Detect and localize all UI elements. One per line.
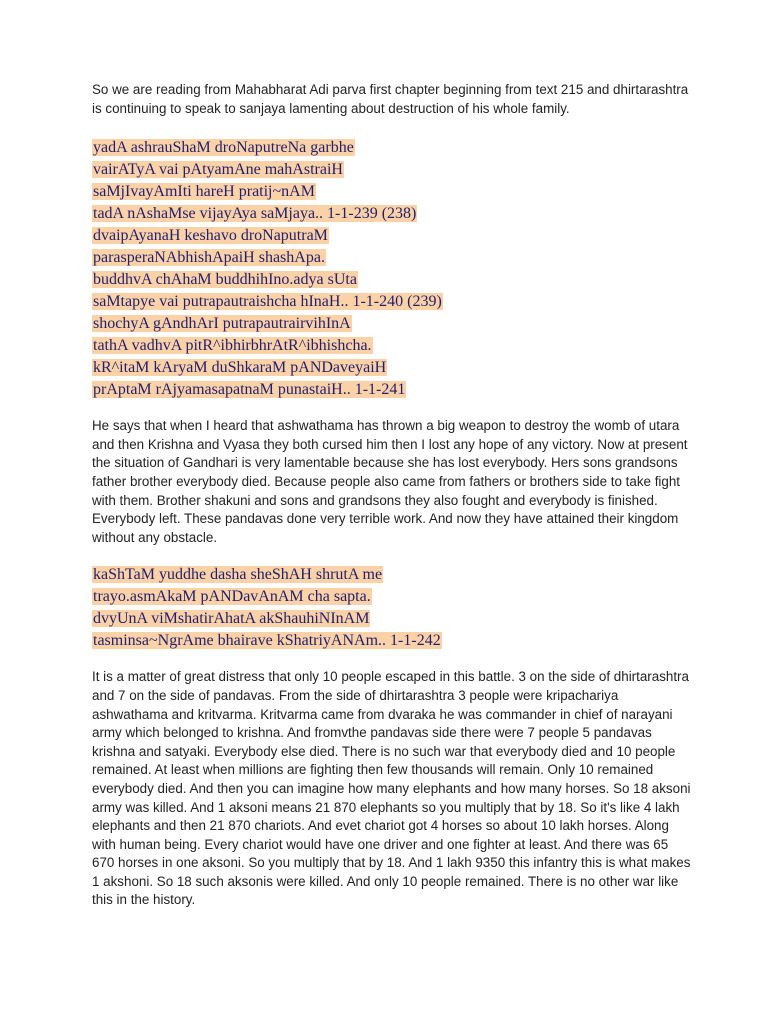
commentary-paragraph-1: He says that when I heard that ashwathama has thrown a big weapon to destroy the womb of utara and then Krishna and Vyasa they both cursed him then I lost any hope of any victory. Now at present the situation of Gandhari is very lamentable because she has lost everybody. Hers sons grandsons father brother everybody died. Because people also came from fathers or brothers side to take fight with them. Brother shakuni and sons and grandsons they also fought and everybody is finished. Everybody left. These pandavas done very terrible work. And now they have attained their kingdom without any obstacle. [92,418,688,545]
verse-line: shochyA gAndhArI putrapautrairvihInA [93,315,351,333]
verse-line: buddhvA chAhaM buddhihIno.adya sUta [93,271,357,289]
verse-line: tathA vadhvA pitR^ibhirbhrAtR^ibhishcha. [93,337,372,355]
verse-line: parasperaNAbhishApaiH shashApa. [93,249,325,267]
intro-paragraph: So we are reading from Mahabharat Adi parva first chapter beginning from text 215 and dhirtarashtra is continuing to speak to sanjaya lamenting about destruction of his whole family. [92,82,689,116]
commentary-paragraph-2: It is a matter of great distress that only 10 people escaped in this battle. 3 on the side of dhirtarashtra and 7 on the side of pandavas. From the side of dhirtarashtra 3 people were kripachariya ashwathama and kritvarma. Kritvarma came from dvaraka he was commander in chief of narayani army which belonged to krishna. And fromvthe pandavas side there were 7 people 5 pandavas krishna and satyaki. Everybody else died. There is no such war that everybody died and 10 people remained. At least when millions are fighting then few thousands will remain. Only 10 remained everybody died. And then you can imagine how many elephants and how many horses. So 18 aksoni army was killed. And 1 aksoni means 21 870 elephants so you multiply that by 18. So it's like 4 lakh elephants and then 21 870 chariots. And evet chariot got 4 horses so about 10 lakh horses. Along with human being. Every chariot would have one driver and one fighter at least. And there was 65 670 horses in one aksoni. So you multiply that by 18. And 1 lakh 9350 this infantry this is what makes 1 akshoni. So 18 such aksonis were killed. And only 10 people remained. There is no other war like this in the history. [92,669,691,908]
verse-block-1 [92,137,692,401]
verse-line: vairATyA vai pAtyamAne mahAstraiH [93,161,343,179]
verse-line: dvaipAyanaH keshavo droNaputraM [93,227,328,245]
verse-line: tasminsa~NgrAme bhairave kShatriyANAm.. 1-1-242 [93,632,441,650]
verse-line: trayo.asmAkaM pANDavAnAM cha sapta. [93,588,371,606]
document-body [92,81,692,910]
verse-line: prAptaM rAjyamasapatnaM punastaiH.. 1-1-241 [93,381,406,399]
verse-line: kR^itaM kAryaM duShkaraM pANDaveyaiH [93,359,387,377]
verse-line: kaShTaM yuddhe dasha sheShAH shrutA me [93,566,383,584]
verse-line: yadA ashrauShaM droNaputreNa garbhe [93,139,354,157]
verse-line: saMtapye vai putrapautraishcha hInaH.. 1-1-240 (239) [93,293,442,311]
verse-line: tadA nAshaMse vijayAya saMjaya.. 1-1-239 (238) [93,205,417,223]
verse-block-2 [92,564,692,652]
verse-line: saMjIvayAmIti hareH pratij~nAM [93,183,315,201]
verse-line: dvyUnA viMshatirAhatA akShauhiNInAM [93,610,370,628]
